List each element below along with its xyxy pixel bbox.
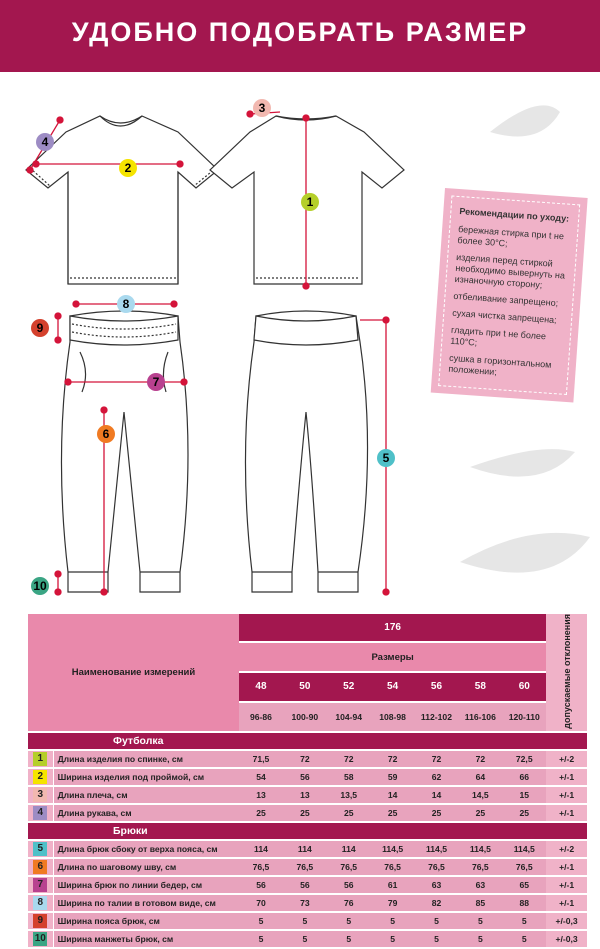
measure-value: 114 [283, 840, 327, 858]
measure-value: 76,5 [415, 858, 459, 876]
row-number-badge: 1 [33, 752, 47, 766]
row-number-cell [28, 750, 53, 768]
measure-name: Длина плеча, см [53, 786, 239, 804]
measure-value: 5 [327, 930, 371, 948]
measure-value: 5 [458, 912, 502, 930]
measure-value: 76,5 [239, 858, 283, 876]
table-row [28, 840, 587, 858]
measure-value: 25 [239, 804, 283, 822]
care-item: отбеливание запрещено; [453, 290, 559, 309]
svg-text:9: 9 [36, 321, 44, 335]
svg-text:5: 5 [382, 451, 390, 465]
table-row [28, 894, 587, 912]
marker-1 [301, 193, 319, 211]
measure-value: 114 [239, 840, 283, 858]
section-title: Футболка [28, 732, 239, 750]
height-header: 176 [239, 614, 546, 642]
measure-value: 25 [327, 804, 371, 822]
measure-name: Длина по шаговому шву, см [53, 858, 239, 876]
measure-value: 14,5 [458, 786, 502, 804]
measure-value: 56 [283, 768, 327, 786]
measure-value: 14 [371, 786, 415, 804]
measure-value: 5 [283, 930, 327, 948]
table-row [28, 750, 587, 768]
measure-value: 72 [458, 750, 502, 768]
row-number-cell [28, 912, 53, 930]
tolerance-value: +/-0,3 [546, 912, 587, 930]
row-number-cell [28, 894, 53, 912]
measure-value: 59 [371, 768, 415, 786]
section-title: Брюки [28, 822, 239, 840]
measure-value: 5 [327, 912, 371, 930]
chest-range: 120-110 [502, 702, 546, 732]
size-header: 50 [283, 672, 327, 702]
section-bar [239, 822, 587, 840]
care-instructions-card [431, 188, 588, 402]
marker-6 [97, 425, 115, 443]
measure-name-header: Наименование измерений [28, 614, 239, 732]
measure-name: Длина изделия по спинке, см [53, 750, 239, 768]
measure-value: 14 [415, 786, 459, 804]
measure-value: 13 [239, 786, 283, 804]
measure-name: Длина рукава, см [53, 804, 239, 822]
measure-value: 13,5 [327, 786, 371, 804]
measure-value: 88 [502, 894, 546, 912]
measure-value: 54 [239, 768, 283, 786]
measure-value: 114,5 [502, 840, 546, 858]
row-number-cell [28, 768, 53, 786]
measure-value: 64 [458, 768, 502, 786]
svg-text:1: 1 [306, 195, 314, 209]
measure-value: 25 [283, 804, 327, 822]
tshirt-front-drawing [26, 116, 218, 284]
measure-value: 5 [502, 912, 546, 930]
table-row [28, 912, 587, 930]
measure-value: 79 [371, 894, 415, 912]
tolerance-value: +/-1 [546, 876, 587, 894]
tolerance-value: +/-2 [546, 840, 587, 858]
measure-value: 56 [283, 876, 327, 894]
size-header: 60 [502, 672, 546, 702]
pants-back-drawing [245, 311, 367, 592]
care-item: сухая чистка запрещена; [451, 307, 557, 326]
svg-text:10: 10 [33, 579, 47, 593]
svg-text:4: 4 [41, 135, 49, 149]
measure-value: 56 [239, 876, 283, 894]
pants-front-drawing [61, 311, 188, 592]
row-number-cell [28, 804, 53, 822]
row-number-badge: 5 [33, 842, 47, 856]
marker-8 [117, 295, 135, 313]
table-row [28, 804, 587, 822]
marker-4 [36, 133, 54, 151]
row-number-badge: 3 [33, 788, 47, 802]
measure-value: 58 [327, 768, 371, 786]
measure-value: 25 [458, 804, 502, 822]
row-number-cell [28, 876, 53, 894]
size-header: 56 [415, 672, 459, 702]
measure-value: 5 [239, 930, 283, 948]
sizes-label: Размеры [239, 642, 546, 672]
measure-value: 61 [371, 876, 415, 894]
tolerance-value: +/-2 [546, 750, 587, 768]
measure-value: 5 [415, 912, 459, 930]
measure-value: 114 [327, 840, 371, 858]
tolerance-value: +/-1 [546, 804, 587, 822]
svg-text:7: 7 [152, 375, 160, 389]
table-row [28, 786, 587, 804]
size-header: 54 [371, 672, 415, 702]
row-number-badge: 10 [34, 932, 46, 944]
chest-range: 100-90 [283, 702, 327, 732]
row-number-badge: 2 [33, 770, 47, 784]
row-number-cell [28, 930, 53, 948]
row-number-cell [28, 786, 53, 804]
measure-name: Ширина изделия под проймой, см [53, 768, 239, 786]
marker-3 [253, 99, 271, 117]
measure-value: 63 [415, 876, 459, 894]
row-number-badge: 6 [33, 860, 47, 874]
chest-range: 104-94 [327, 702, 371, 732]
section-bar [239, 732, 587, 750]
row-number-badge: 4 [33, 806, 47, 820]
measure-value: 71,5 [239, 750, 283, 768]
measure-value: 76 [327, 894, 371, 912]
row-number-badge: 7 [33, 878, 47, 892]
svg-text:3: 3 [258, 101, 266, 115]
marker-5 [377, 449, 395, 467]
measure-name: Ширина брюк по линии бедер, см [53, 876, 239, 894]
page-title: УДОБНО ПОДОБРАТЬ РАЗМЕР [71, 17, 529, 47]
measure-value: 62 [415, 768, 459, 786]
row-number-cell [28, 840, 53, 858]
svg-text:6: 6 [102, 427, 110, 441]
measure-value: 5 [371, 912, 415, 930]
measure-value: 76,5 [371, 858, 415, 876]
tolerance-value: +/-1 [546, 858, 587, 876]
tolerance-value: +/-0,3 [546, 930, 587, 948]
measure-value: 5 [371, 930, 415, 948]
tolerance-value: +/-1 [546, 786, 587, 804]
row-number-cell [28, 858, 53, 876]
size-header: 52 [327, 672, 371, 702]
chest-range: 108-98 [371, 702, 415, 732]
table-row [28, 876, 587, 894]
care-item: сушка в горизонтальном положении; [448, 352, 552, 378]
measure-value: 65 [502, 876, 546, 894]
svg-text:8: 8 [122, 297, 130, 311]
measure-value: 76,5 [327, 858, 371, 876]
chest-range: 112-102 [415, 702, 459, 732]
measure-value: 85 [458, 894, 502, 912]
tolerance-value: +/-1 [546, 894, 587, 912]
measure-value: 114,5 [371, 840, 415, 858]
measure-value: 13 [283, 786, 327, 804]
measure-value: 72 [327, 750, 371, 768]
marker-10 [31, 577, 49, 595]
measure-value: 56 [327, 876, 371, 894]
measure-name: Ширина по талии в готовом виде, см [53, 894, 239, 912]
chest-range: 116-106 [458, 702, 502, 732]
measure-value: 5 [502, 930, 546, 948]
marker-9 [31, 319, 49, 337]
marker-2 [119, 159, 137, 177]
header-banner [0, 0, 600, 72]
marker-7 [147, 373, 165, 391]
measure-value: 25 [502, 804, 546, 822]
size-header: 48 [239, 672, 283, 702]
measure-value: 72 [415, 750, 459, 768]
measure-value: 72 [283, 750, 327, 768]
measure-value: 76,5 [502, 858, 546, 876]
measure-value: 66 [502, 768, 546, 786]
row-number-badge: 9 [33, 914, 47, 928]
measure-value: 114,5 [415, 840, 459, 858]
care-item: гладить при t не более 110°С; [450, 324, 547, 348]
measure-value: 72,5 [502, 750, 546, 768]
care-item: изделия перед стиркой необходимо вывернуть на изнаночную сторону; [454, 251, 566, 291]
table-row [28, 858, 587, 876]
measure-value: 72 [371, 750, 415, 768]
size-table [28, 614, 587, 949]
chest-range: 96-86 [239, 702, 283, 732]
measure-name: Длина брюк сбоку от верха пояса, см [53, 840, 239, 858]
measure-value: 76,5 [283, 858, 327, 876]
measure-value: 70 [239, 894, 283, 912]
care-title: Рекомендации по уходу: [459, 206, 570, 224]
measure-name: Ширина манжеты брюк, см [53, 930, 239, 948]
measure-value: 82 [415, 894, 459, 912]
measure-value: 63 [458, 876, 502, 894]
measure-value: 25 [371, 804, 415, 822]
measure-value: 76,5 [458, 858, 502, 876]
measure-value: 25 [415, 804, 459, 822]
size-header: 58 [458, 672, 502, 702]
row-number-badge: 8 [33, 896, 47, 910]
table-row [28, 768, 587, 786]
measure-value: 73 [283, 894, 327, 912]
measure-value: 15 [502, 786, 546, 804]
measure-value: 5 [239, 912, 283, 930]
measure-value: 5 [458, 930, 502, 948]
measure-value: 5 [283, 912, 327, 930]
measure-name: Ширина пояса брюк, см [53, 912, 239, 930]
measure-value: 5 [415, 930, 459, 948]
measure-value: 114,5 [458, 840, 502, 858]
svg-text:2: 2 [124, 161, 132, 175]
table-row [28, 930, 587, 948]
care-item: бережная стирка при t не более 30°С; [457, 224, 565, 249]
tolerance-value: +/-1 [546, 768, 587, 786]
tolerance-header: допускаемые отклонения [546, 614, 587, 732]
